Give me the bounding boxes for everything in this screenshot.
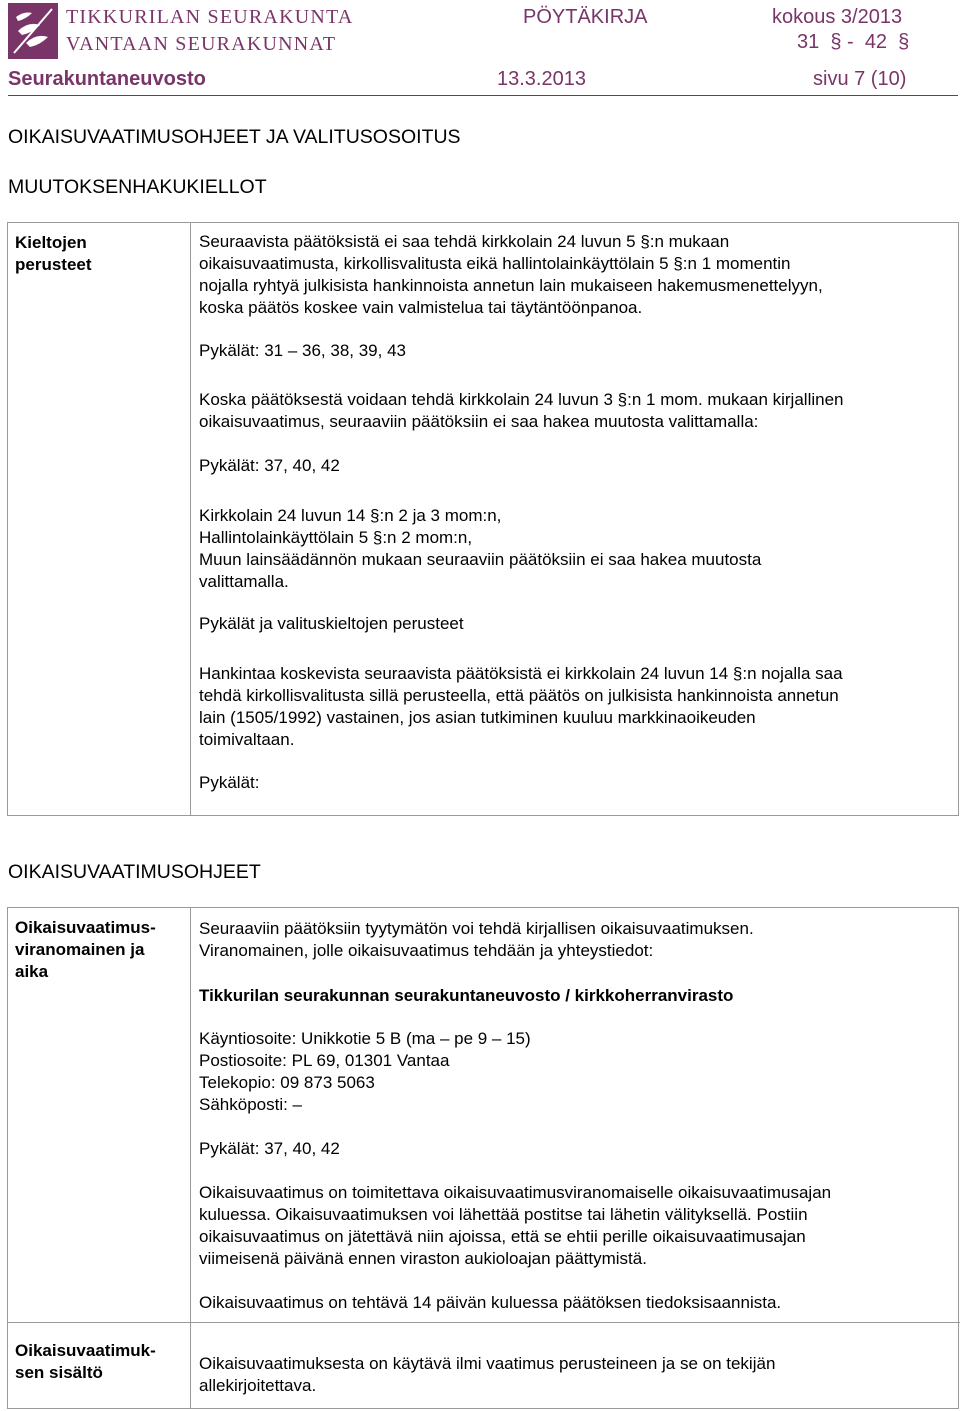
label-line: Kieltojen bbox=[15, 233, 87, 252]
label-line: viranomainen ja bbox=[15, 940, 145, 959]
text-line: Muun lainsäädännön mukaan seuraaviin päätöksiin ei saa hakea muutosta bbox=[199, 550, 762, 569]
header-divider bbox=[8, 95, 958, 96]
sections-and-grounds: Pykälät ja valituskieltojen perusteet bbox=[199, 614, 464, 633]
text-line: viimeisenä päivänä ennen viraston aukioloajan päättymistä. bbox=[199, 1249, 647, 1268]
governing-body: Seurakuntaneuvosto bbox=[8, 68, 206, 90]
label-line: Oikaisuvaatimus- bbox=[15, 918, 156, 937]
claim-content-paragraph bbox=[199, 1353, 959, 1397]
text-line: oikaisuvaatimus, seuraaviin päätöksiin ei saa hakea muutosta valittamalla: bbox=[199, 412, 759, 431]
main-title: OIKAISUVAATIMUSOHJEET JA VALITUSOSOITUS bbox=[8, 126, 461, 148]
postal-address: Postiosoite: PL 69, 01301 Vantaa bbox=[199, 1051, 450, 1070]
text-line: lain (1505/1992) vastainen, jos asian tutkiminen kuuluu markkinaoikeuden bbox=[199, 708, 756, 727]
text-line: Hallintolainkäyttölain 5 §:n 2 mom:n, bbox=[199, 528, 473, 547]
meeting-number: kokous 3/2013 bbox=[772, 6, 903, 28]
text-line: oikaisuvaatimus on jätettävä niin ajoissa, että se ehtii perille oikaisuvaatimusajan bbox=[199, 1227, 806, 1246]
text-line: Viranomainen, jolle oikaisuvaatimus tehdään ja yhteystiedot: bbox=[199, 941, 654, 960]
section-title-instructions: OIKAISUVAATIMUSOHJEET bbox=[8, 861, 261, 883]
text-line: Oikaisuvaatimuksesta on käytävä ilmi vaatimus perusteineen ja se on tekijän bbox=[199, 1354, 776, 1373]
organization-name: TIKKURILAN SEURAKUNTA bbox=[66, 6, 354, 28]
restriction-grounds-label bbox=[15, 232, 92, 276]
text-line: valittamalla. bbox=[199, 572, 289, 591]
sections-list: Pykälät: 31 – 36, 38, 39, 43 bbox=[199, 341, 406, 360]
text-line: nojalla ryhtyä julkisista hankinnoista annetun lain mukaiseen hakemusmenettelyyn, bbox=[199, 276, 823, 295]
appeal-restriction-paragraph bbox=[199, 389, 959, 433]
text-line: Seuraaviin päätöksiin tyytymätön voi tehdä kirjallisen oikaisuvaatimuksen. bbox=[199, 919, 754, 938]
sections-list: Pykälät: 37, 40, 42 bbox=[199, 456, 340, 475]
legal-basis-paragraph bbox=[199, 505, 959, 593]
paragraph-range: 31 § - 42 § bbox=[797, 31, 910, 53]
section-title-restrictions: MUUTOKSENHAKUKIELLOT bbox=[8, 176, 267, 198]
text-line: Seuraavista päätöksistä ei saa tehdä kirkkolain 24 luvun 5 §:n mukaan bbox=[199, 232, 730, 251]
page-number: sivu 7 (10) bbox=[813, 68, 907, 90]
restrictions-table bbox=[7, 222, 959, 816]
fax-number: Telekopio: 09 873 5063 bbox=[199, 1073, 375, 1092]
text-line: allekirjoitettava. bbox=[199, 1376, 317, 1395]
intro-paragraph bbox=[199, 918, 959, 962]
label-line: aika bbox=[15, 962, 49, 981]
label-line: Oikaisuvaatimuk- bbox=[15, 1341, 156, 1360]
label-column bbox=[8, 223, 191, 815]
label-column bbox=[8, 908, 191, 1408]
church-logo-icon bbox=[8, 3, 58, 59]
visiting-address: Käyntiosoite: Unikkotie 5 B (ma – pe 9 – 15) bbox=[199, 1029, 531, 1048]
text-line: Hankintaa koskevista seuraavista päätöksistä ei kirkkolain 24 luvun 14 §:n nojalla saa bbox=[199, 664, 843, 683]
text-line: kuluessa. Oikaisuvaatimuksen voi lähettää postitse tai lähetin välityksellä. Postiin bbox=[199, 1205, 808, 1224]
deadline-paragraph: Oikaisuvaatimus on tehtävä 14 päivän kuluessa päätöksen tiedoksisaannista. bbox=[199, 1293, 782, 1312]
row-divider bbox=[8, 1322, 960, 1323]
label-line: perusteet bbox=[15, 255, 92, 274]
sections-list: Pykälät: 37, 40, 42 bbox=[199, 1139, 340, 1158]
text-line: toimivaltaan. bbox=[199, 730, 295, 749]
no-appeal-paragraph bbox=[199, 231, 959, 319]
label-line: sen sisältö bbox=[15, 1363, 103, 1382]
authority-and-time-label bbox=[15, 917, 156, 983]
text-line: oikaisuvaatimusta, kirkollisvalitusta eikä hallintolainkäyttölain 5 §:n 1 momentin bbox=[199, 254, 791, 273]
text-line: Kirkkolain 24 luvun 14 §:n 2 ja 3 mom:n, bbox=[199, 506, 502, 525]
text-line: koska päätös koskee vain valmistelua tai täytäntöönpanoa. bbox=[199, 298, 643, 317]
document-type: PÖYTÄKIRJA bbox=[523, 6, 648, 28]
email-address: Sähköposti: – bbox=[199, 1095, 303, 1114]
organization-group: VANTAAN SEURAKUNNAT bbox=[66, 33, 337, 55]
authority-name: Tikkurilan seurakunnan seurakuntaneuvosto / kirkkoherranvirasto bbox=[199, 986, 734, 1005]
delivery-paragraph bbox=[199, 1182, 959, 1270]
meeting-date: 13.3.2013 bbox=[497, 68, 586, 90]
sections-list: Pykälät: bbox=[199, 773, 260, 792]
text-line: tehdä kirkollisvalitusta sillä perusteella, että päätös on julkisista hankinnoista annetun bbox=[199, 686, 839, 705]
text-line: Koska päätöksestä voidaan tehdä kirkkolain 24 luvun 3 §:n 1 mom. mukaan kirjallinen bbox=[199, 390, 844, 409]
procurement-paragraph bbox=[199, 663, 959, 751]
text-line: Oikaisuvaatimus on toimitettava oikaisuvaatimusviranomaiselle oikaisuvaatimusajan bbox=[199, 1183, 832, 1202]
claim-content-label bbox=[15, 1340, 156, 1384]
contact-details bbox=[199, 1028, 959, 1116]
instructions-table bbox=[7, 907, 959, 1409]
